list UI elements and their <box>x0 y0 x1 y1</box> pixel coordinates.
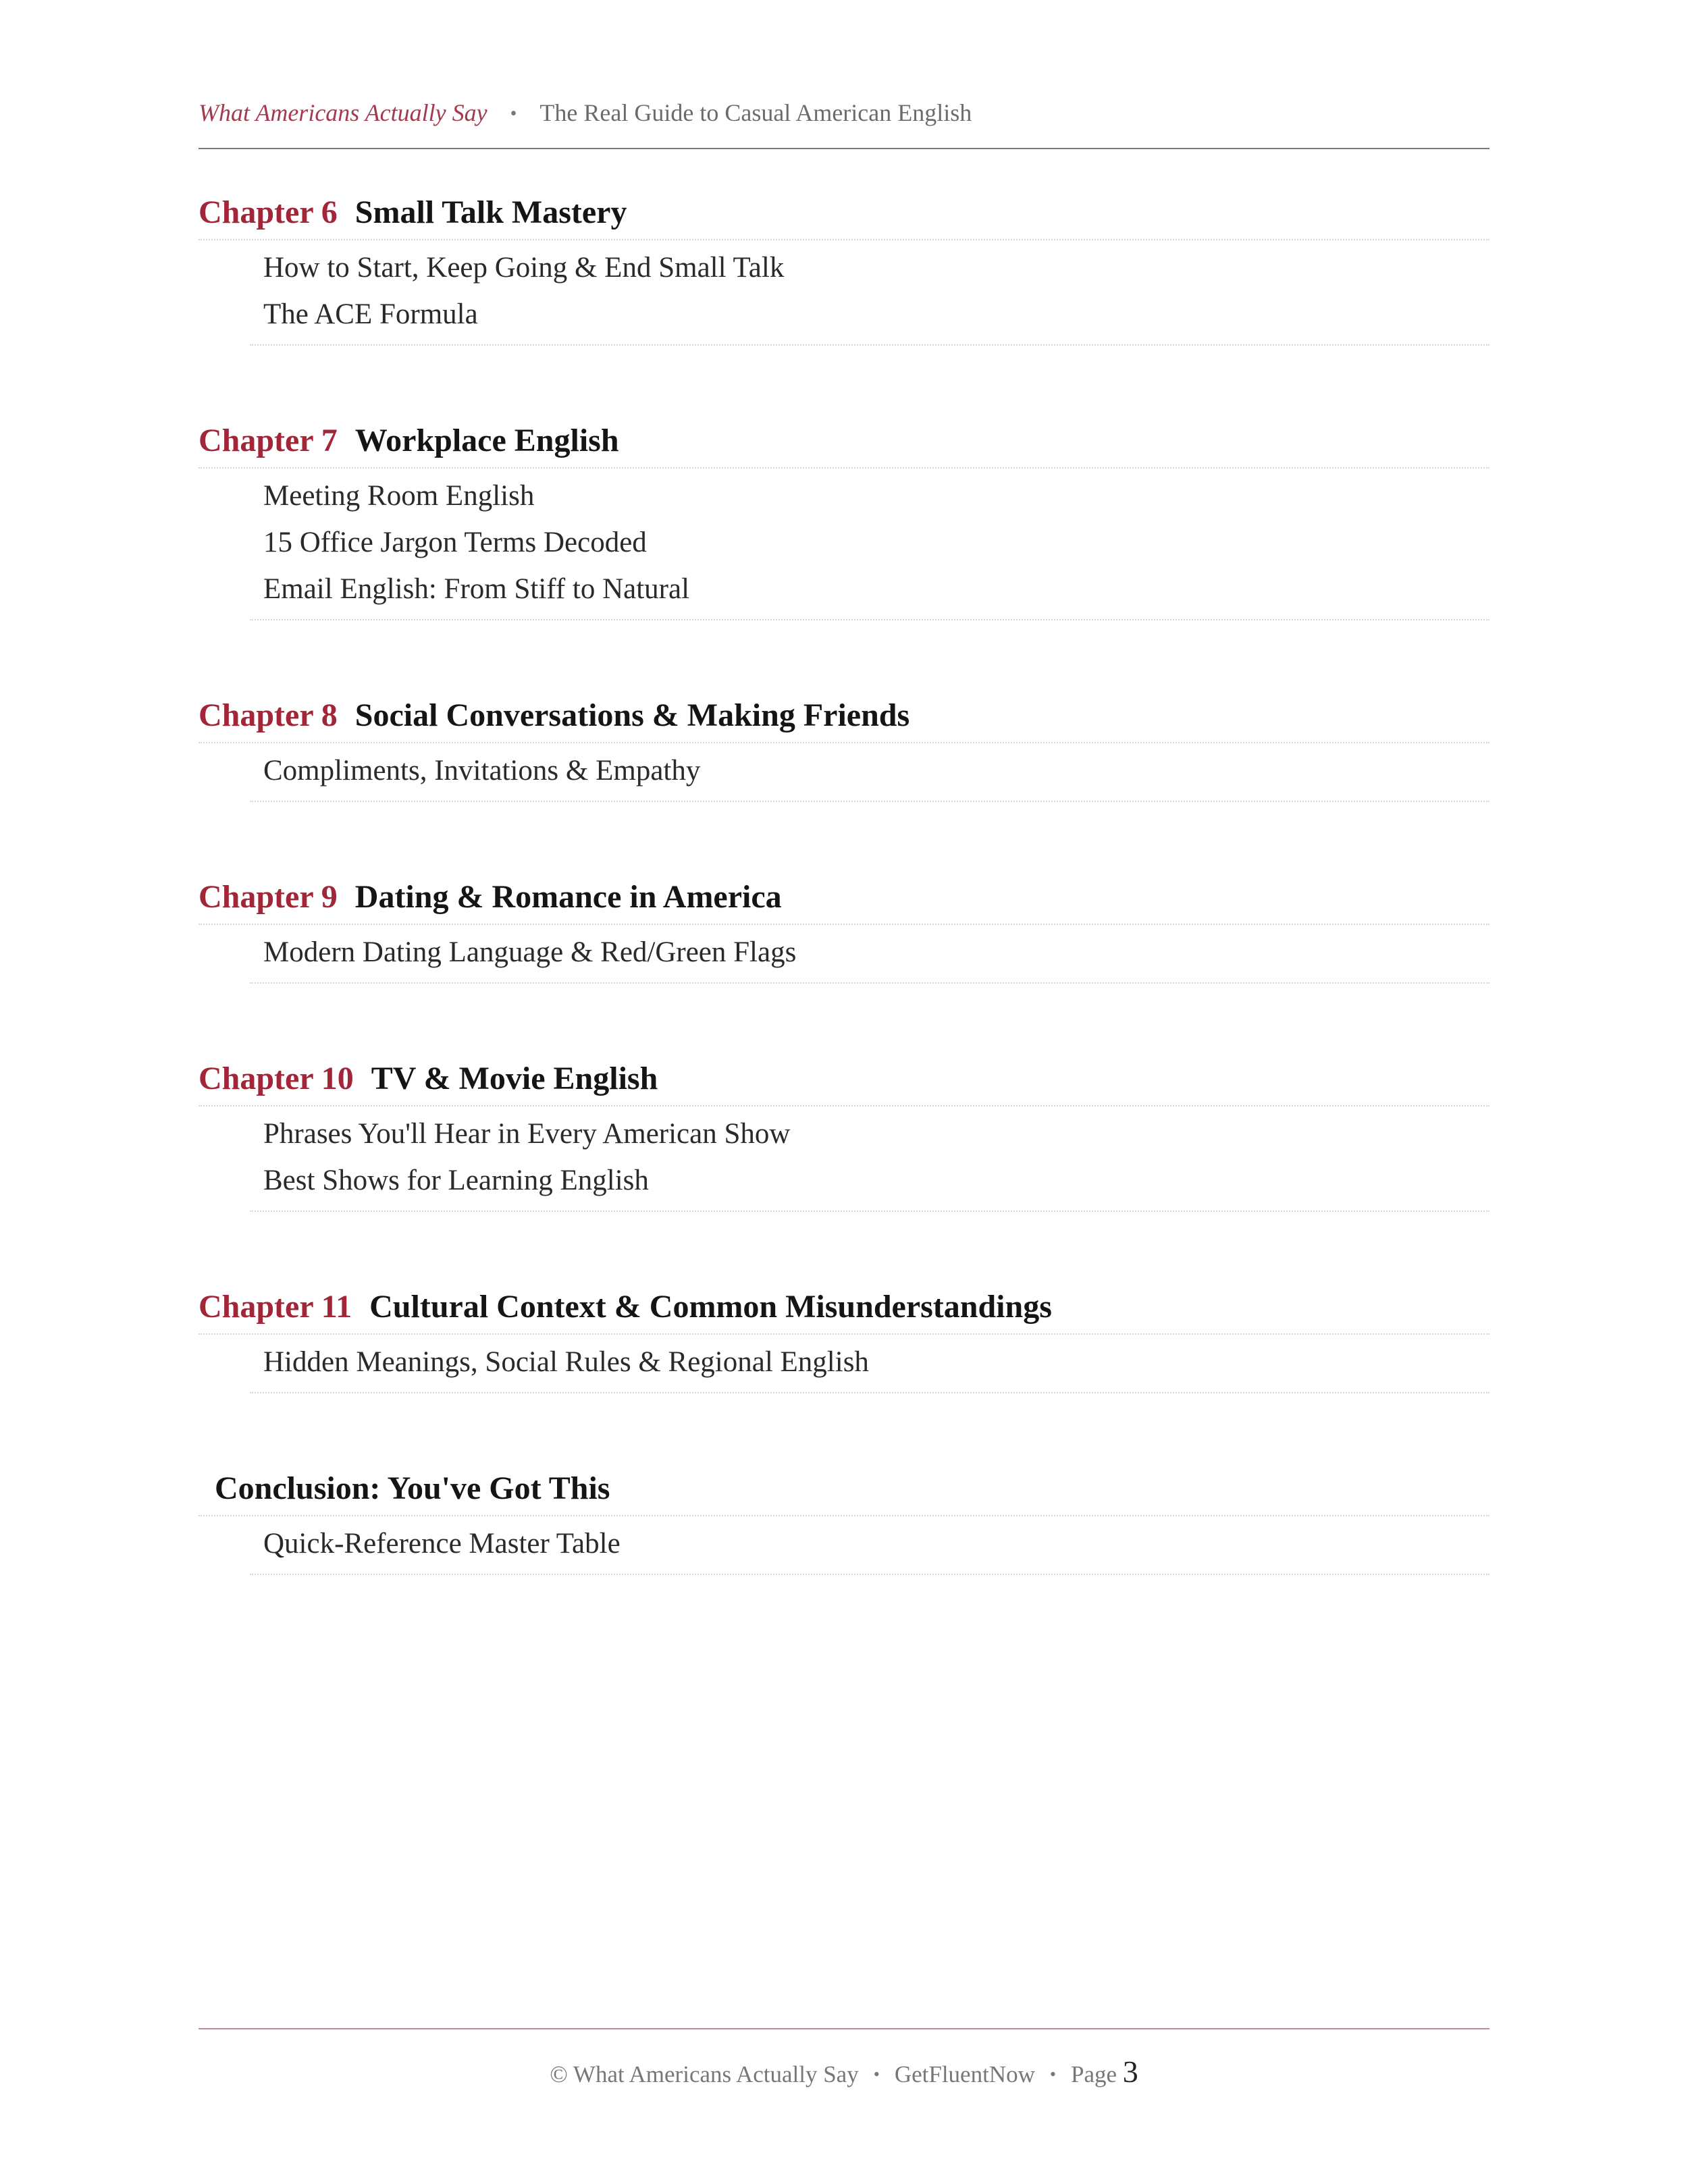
chapter-number: Chapter 8 <box>199 697 338 733</box>
toc-conclusion <box>199 1462 1489 1575</box>
chapter-sections <box>250 743 1489 802</box>
chapter-sections <box>250 925 1489 984</box>
footer-separator: • <box>873 2065 880 2084</box>
toc-section-entry[interactable]: Quick-Reference Master Table <box>263 1528 621 1560</box>
toc-chapter-11 <box>199 1281 1489 1393</box>
toc-chapter-6 <box>199 186 1489 346</box>
toc-section-entry[interactable]: How to Start, Keep Going & End Small Talk <box>263 252 785 284</box>
chapter-title: TV & Movie English <box>371 1061 658 1096</box>
chapter-sections <box>250 1107 1489 1212</box>
chapter-number: Chapter 10 <box>199 1061 354 1096</box>
chapter-sections <box>250 1335 1489 1393</box>
toc-section-entry[interactable]: Meeting Room English <box>263 480 535 512</box>
chapter-title: Cultural Context & Common Misunderstandings <box>369 1289 1052 1325</box>
header-rule <box>199 148 1489 149</box>
header-book-title: What Americans Actually Say <box>199 99 487 126</box>
toc-section-entry[interactable]: Phrases You'll Hear in Every American Show <box>263 1118 791 1150</box>
toc-section-entry[interactable]: Best Shows for Learning English <box>263 1165 649 1196</box>
toc-section-entry[interactable]: 15 Office Jargon Terms Decoded <box>263 527 647 558</box>
header-subtitle: The Real Guide to Casual American English <box>539 99 972 126</box>
table-of-contents <box>199 186 1489 1644</box>
chapter-heading[interactable] <box>199 1053 1489 1107</box>
running-header <box>199 92 1489 135</box>
conclusion-title: Conclusion: You've Got This <box>215 1470 610 1506</box>
chapter-heading[interactable] <box>199 689 1489 743</box>
chapter-title: Social Conversations & Making Friends <box>354 697 910 733</box>
footer-separator: • <box>1049 2065 1056 2084</box>
page-footer <box>0 2048 1688 2098</box>
conclusion-heading[interactable] <box>199 1462 1489 1516</box>
conclusion-sections <box>250 1516 1489 1575</box>
header-separator: • <box>510 103 517 124</box>
chapter-title: Workplace English <box>354 423 619 458</box>
toc-chapter-9 <box>199 871 1489 984</box>
toc-section-entry[interactable]: Compliments, Invitations & Empathy <box>263 755 701 787</box>
chapter-sections <box>250 240 1489 346</box>
chapter-heading[interactable] <box>199 871 1489 925</box>
toc-section-entry[interactable]: Hidden Meanings, Social Rules & Regional English <box>263 1346 869 1378</box>
chapter-number: Chapter 6 <box>199 194 338 230</box>
page-number: 3 <box>1122 2054 1138 2089</box>
chapter-heading[interactable] <box>199 1281 1489 1335</box>
toc-section-entry[interactable]: Modern Dating Language & Red/Green Flags <box>263 936 797 968</box>
chapter-number: Chapter 9 <box>199 879 338 915</box>
toc-chapter-10 <box>199 1053 1489 1212</box>
footer-copyright: © What Americans Actually Say <box>550 2061 859 2087</box>
toc-chapter-7 <box>199 415 1489 620</box>
toc-section-entry[interactable]: Email English: From Stiff to Natural <box>263 573 690 605</box>
chapter-number: Chapter 11 <box>199 1289 352 1325</box>
footer-rule <box>199 2028 1489 2029</box>
chapter-heading[interactable] <box>199 415 1489 469</box>
chapter-number: Chapter 7 <box>199 423 338 458</box>
toc-chapter-8 <box>199 689 1489 802</box>
toc-section-entry[interactable]: The ACE Formula <box>263 298 478 330</box>
chapter-title: Dating & Romance in America <box>354 879 782 915</box>
chapter-sections <box>250 469 1489 620</box>
chapter-title: Small Talk Mastery <box>354 194 627 230</box>
footer-site: GetFluentNow <box>894 2061 1035 2087</box>
footer-page-label: Page <box>1070 2061 1117 2087</box>
chapter-heading[interactable] <box>199 186 1489 240</box>
